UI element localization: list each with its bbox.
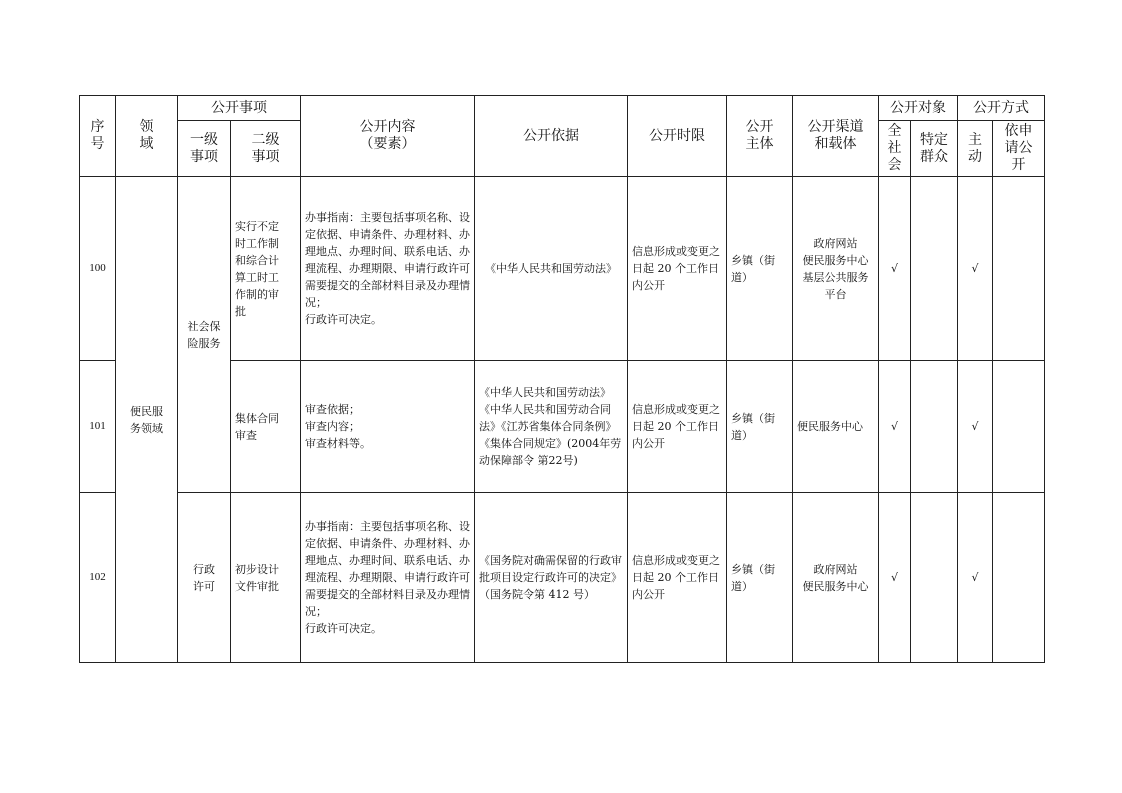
time-limit-cell: 信息形成或变更之日起 20 个工作日内公开 xyxy=(628,361,727,493)
subject-cell: 乡镇（街道） xyxy=(727,177,793,361)
channel-cell: 便民服务中心 xyxy=(793,361,879,493)
header-time-limit: 公开时限 xyxy=(628,96,727,177)
target-all-check: √ xyxy=(879,493,911,663)
level1-cell: 行政 许可 xyxy=(178,493,231,663)
header-target-specific: 特定 群众 xyxy=(911,121,958,177)
row-seq: 102 xyxy=(80,493,116,663)
target-specific-cell xyxy=(911,493,958,663)
header-content: 公开内容 （要素） xyxy=(301,96,475,177)
row-seq: 100 xyxy=(80,177,116,361)
header-subject: 公开 主体 xyxy=(727,96,793,177)
level2-cell: 初步设计 文件审批 xyxy=(231,493,301,663)
content-cell: 办事指南：主要包括事项名称、设定依据、申请条件、办理材料、办理地点、办理时间、联系电话、办理流程、办理期限、申请行政许可需要提交的全部材料目录及办理情况； 行政许可决定。 xyxy=(301,177,475,361)
header-item-group: 公开事项 xyxy=(178,96,301,121)
subject-cell: 乡镇（街道） xyxy=(727,361,793,493)
level1-cell: 社会保 险服务 xyxy=(178,177,231,493)
basis-cell: 《中华人民共和国劳动法》 xyxy=(475,177,628,361)
method-request-cell xyxy=(993,177,1045,361)
target-all-check: √ xyxy=(879,361,911,493)
subject-cell: 乡镇（街道） xyxy=(727,493,793,663)
channel-cell: 政府网站 便民服务中心 基层公共服务 平台 xyxy=(793,177,879,361)
basis-cell: 《国务院对确需保留的行政审批项目设定行政许可的决定》（国务院令第 412 号） xyxy=(475,493,628,663)
header-level1: 一级 事项 xyxy=(178,121,231,177)
header-level2: 二级 事项 xyxy=(231,121,301,177)
header-method-request: 依申 请公 开 xyxy=(993,121,1045,177)
time-limit-cell: 信息形成或变更之日起 20 个工作日内公开 xyxy=(628,177,727,361)
header-domain: 领 域 xyxy=(116,96,178,177)
target-specific-cell xyxy=(911,361,958,493)
method-request-cell xyxy=(993,493,1045,663)
table-row xyxy=(80,177,1045,361)
basis-cell: 《中华人民共和国劳动法》《中华人民共和国劳动合同法》《江苏省集体合同条例》《集体合同规定》(2004年劳动保障部令 第22号) xyxy=(475,361,628,493)
header-channel: 公开渠道 和载体 xyxy=(793,96,879,177)
header-method-group: 公开方式 xyxy=(958,96,1045,121)
target-all-check: √ xyxy=(879,177,911,361)
method-active-check: √ xyxy=(958,177,993,361)
header-target-group: 公开对象 xyxy=(879,96,958,121)
table-row xyxy=(80,493,1045,663)
header-method-active: 主 动 xyxy=(958,121,993,177)
target-specific-cell xyxy=(911,177,958,361)
header-target-all: 全 社 会 xyxy=(879,121,911,177)
domain-cell: 便民服 务领域 xyxy=(116,177,178,663)
row-seq: 101 xyxy=(80,361,116,493)
channel-cell: 政府网站 便民服务中心 xyxy=(793,493,879,663)
method-request-cell xyxy=(993,361,1045,493)
header-basis: 公开依据 xyxy=(475,96,628,177)
method-active-check: √ xyxy=(958,361,993,493)
method-active-check: √ xyxy=(958,493,993,663)
disclosure-table xyxy=(79,95,1045,663)
content-cell: 审查依据； 审查内容； 审查材料等。 xyxy=(301,361,475,493)
level2-cell: 实行不定 时工作制 和综合计 算工时工 作制的审 批 xyxy=(231,177,301,361)
time-limit-cell: 信息形成或变更之日起 20 个工作日内公开 xyxy=(628,493,727,663)
content-cell: 办事指南：主要包括事项名称、设定依据、申请条件、办理材料、办理地点、办理时间、联系电话、办理流程、办理期限、申请行政许可需要提交的全部材料目录及办理情况； 行政许可决定。 xyxy=(301,493,475,663)
level2-cell: 集体合同 审查 xyxy=(231,361,301,493)
header-seq: 序 号 xyxy=(80,96,116,177)
